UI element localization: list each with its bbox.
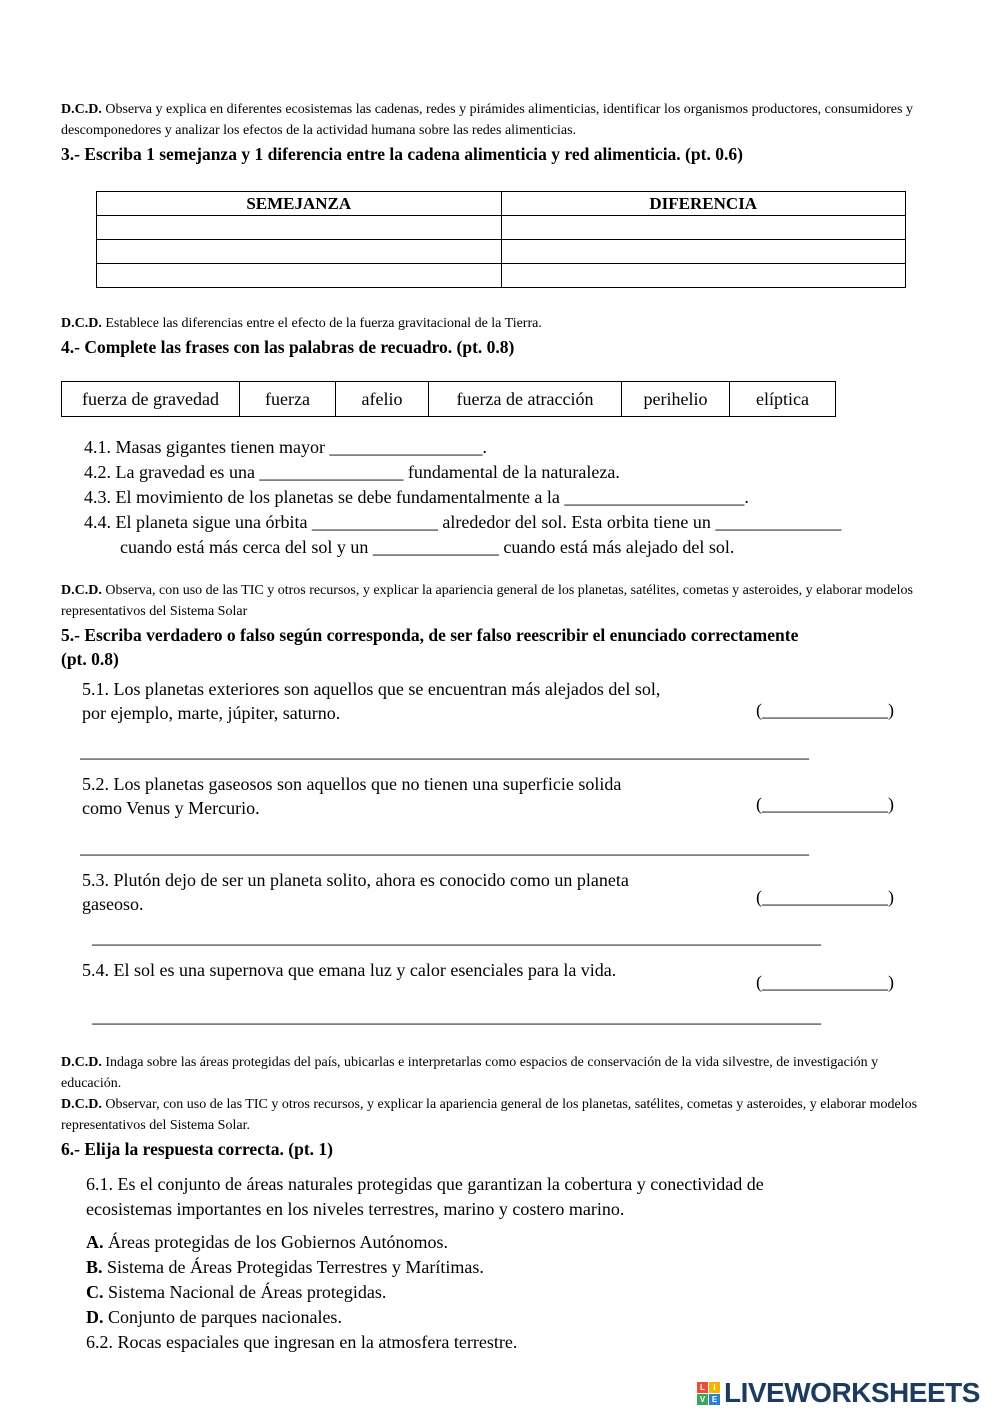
word-bank-item: fuerza de gravedad xyxy=(62,382,240,416)
table-row xyxy=(97,264,906,288)
fill-item-4-4-cont: cuando está más cerca del sol y un ______________ cuando está más alejado del sol. xyxy=(120,537,735,557)
tf-item-5-2: 5.2. Los planetas gaseosos son aquellos que no tienen una superficie solida como Venus y Mercurio. xyxy=(82,774,622,818)
semejanza-cell[interactable] xyxy=(97,264,502,288)
word-bank-item: fuerza de atracción xyxy=(429,382,622,416)
fill-item-4-3: 4.3. El movimiento de los planetas se debe fundamentalmente a la ____________________. xyxy=(84,487,749,507)
rewrite-line-5-1[interactable]: _________________________________________________________________________________ xyxy=(80,741,809,761)
question-4-title: 4.- Complete las frases con las palabras de recuadro. (pt. 0.8) xyxy=(61,337,515,357)
option-a[interactable]: A. Áreas protegidas de los Gobiernos Autónomos. xyxy=(86,1232,448,1252)
dcd-section-4: D.C.D. Establece las diferencias entre el efecto de la fuerza gravitacional de la Tierra. xyxy=(61,316,542,331)
question-3-title: 3.- Escriba 1 semejanza y 1 diferencia entre la cadena alimenticia y red alimenticia. (pt. 0.6) xyxy=(61,144,743,164)
tf-answer-5-3[interactable]: (______________) xyxy=(756,887,894,907)
logo-text: LIVEWORKSHEETS xyxy=(724,1377,980,1408)
dcd-section-5: D.C.D. Observa, con uso de las TIC y otros recursos, y explicar la apariencia general de los planetas, satélites, cometas y asteroides, y elaborar modelos representativos del Sistema Solar xyxy=(61,583,913,619)
header-semejanza: SEMEJANZA xyxy=(97,192,502,216)
option-d[interactable]: D. Conjunto de parques nacionales. xyxy=(86,1307,342,1327)
option-b[interactable]: B. Sistema de Áreas Protegidas Terrestres y Marítimas. xyxy=(86,1257,484,1277)
option-c[interactable]: C. Sistema Nacional de Áreas protegidas. xyxy=(86,1282,387,1302)
dcd-section-6a: D.C.D. Indaga sobre las áreas protegidas del país, ubicarlas e interpretarlas como espacios de conservación de la vida silvestre, de investigación y educación. xyxy=(61,1055,879,1091)
dcd-section-3: D.C.D. Observa y explica en diferentes ecosistemas las cadenas, redes y pirámides alimenticias, identificar los organismos productores, consumidores y descomponedores y analizar los efectos de la actividad humana sobre las redes alimenticias. xyxy=(61,102,913,138)
mc-item-6-2: 6.2. Rocas espaciales que ingresan en la atmosfera terrestre. xyxy=(86,1332,518,1352)
rewrite-line-5-3[interactable]: _________________________________________________________________________________ xyxy=(92,927,821,947)
dcd-section-6b: D.C.D. Observar, con uso de las TIC y otros recursos, y explicar la apariencia general de los planetas, satélites, cometas y asteroides, y elaborar modelos representativos del Sistema Solar. xyxy=(61,1097,918,1133)
fill-item-4-2: 4.2. La gravedad es una ________________ fundamental de la naturaleza. xyxy=(84,462,620,482)
word-bank-item: perihelio xyxy=(622,382,730,416)
table-row xyxy=(97,216,906,240)
diferencia-cell[interactable] xyxy=(501,264,906,288)
diferencia-cell[interactable] xyxy=(501,216,906,240)
tf-item-5-3: 5.3. Plutón dejo de ser un planeta solito, ahora es conocido como un planeta gaseoso. xyxy=(82,870,629,914)
rewrite-line-5-4[interactable]: _________________________________________________________________________________ xyxy=(92,1006,821,1026)
word-bank-item: fuerza xyxy=(240,382,336,416)
liveworksheets-logo xyxy=(697,1378,980,1408)
tf-item-5-1: 5.1. Los planetas exteriores son aquellos que se encuentran más alejados del sol, por ejemplo, marte, júpiter, saturno. xyxy=(82,679,661,723)
tf-item-5-4: 5.4. El sol es una supernova que emana luz y calor esenciales para la vida. xyxy=(82,960,617,980)
question-5-title: 5.- Escriba verdadero o falso según corresponda, de ser falso reescribir el enunciado correctamente (pt. 0.8) xyxy=(61,625,799,669)
word-bank xyxy=(61,381,836,417)
tf-answer-5-4[interactable]: (______________) xyxy=(756,972,894,992)
logo-mark-icon: L I V E xyxy=(697,1382,720,1405)
similarity-difference-table xyxy=(96,191,906,288)
semejanza-cell[interactable] xyxy=(97,216,502,240)
fill-item-4-1: 4.1. Masas gigantes tienen mayor _________________. xyxy=(84,437,487,457)
word-bank-item: elíptica xyxy=(756,389,809,409)
word-bank-item: afelio xyxy=(336,382,429,416)
question-6-title: 6.- Elija la respuesta correcta. (pt. 1) xyxy=(61,1139,334,1159)
semejanza-cell[interactable] xyxy=(97,240,502,264)
rewrite-line-5-2[interactable]: _________________________________________________________________________________ xyxy=(80,837,809,857)
diferencia-cell[interactable] xyxy=(501,240,906,264)
header-diferencia: DIFERENCIA xyxy=(501,192,906,216)
table-row xyxy=(97,240,906,264)
tf-answer-5-2[interactable]: (______________) xyxy=(756,794,894,814)
fill-item-4-4: 4.4. El planeta sigue una órbita ______________ alrededor del sol. Esta orbita tiene un ______________ xyxy=(84,512,842,532)
tf-answer-5-1[interactable]: (______________) xyxy=(756,700,894,720)
mc-item-6-1: 6.1. Es el conjunto de áreas naturales protegidas que garantizan la cobertura y conectividad de ecosistemas importantes en los niveles terrestres, marino y costero marino. xyxy=(86,1174,764,1219)
